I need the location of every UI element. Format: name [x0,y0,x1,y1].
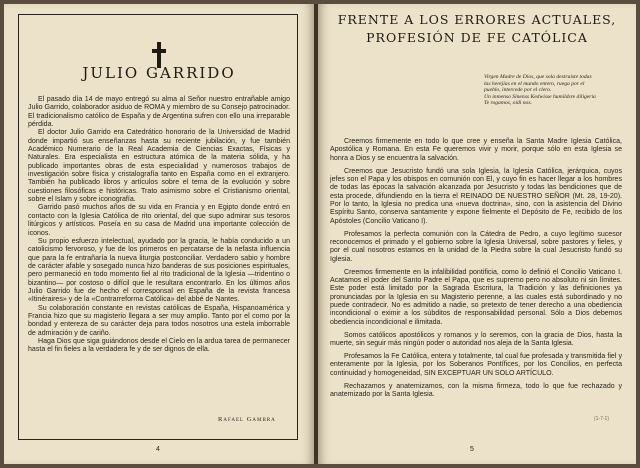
epigraph-line: Un inmenso Sinenss Kedwisse humildsre diligeria [484,93,596,100]
paragraph: Creemos firmemente en todo lo que cree y enseña la Santa Madre Iglesia Católica, Apostólica y Romana. En esta Fe queremos vivir y morir, porque sólo en esta Iglesia se honra a Dios y se encuentra la salvación. [330,138,622,162]
article-title-line2: PROFESIÓN DE FE CATÓLICA [366,30,588,45]
paragraph: Garrido pasó muchos años de su vida en Francia y en Egipto donde entró en contacto con la Iglesia Católica de rito oriental, del que supo admirar sus tesoros litúrgicos y artísticos. Poseía en su casa de Madrid una importante colección de iconos. [28,204,290,237]
article-title-line1: FRENTE A LOS ERRORES ACTUALES, [337,12,617,27]
obituary-text [28,96,290,355]
paragraph: El pasado día 14 de mayo entregó su alma al Señor nuestro entrañable amigo Julio Garrido, colaborador asiduo de ROMA y miembro de su Consejo patrocinador. El tradicionalismo católico de España y de Argentina sufren con ello una irreparable pérdida. [28,96,290,129]
paragraph: Creemos firmemente en la infalibilidad pontificia, como lo definió el Concilio Vaticano I. Acatamos el poder del Santo Padre el Papa, que es supremo pero no absoluto ni sin límites. Este poder está limitado por la Sagrada Escritura, la Tradición y las definiciones ya pronunciadas por la Iglesia en su Magisterio perenne, a las cuales está subordinado y no puede contradecir. No es admitido a nadie, so pretexto de tener derecho a una obediencia incondicional o eximir a los súbditos de responsabilidad personal. Sólo a Dios debemos obediencia incondicional e ilimitada. [330,268,622,326]
paragraph: Profesamos la Fe Católica, entera y totalmente, tal cual fue profesada y transmitida fiel y enteramente por la Iglesia, por los Soberanos Pontífices, por los Concilios, en perfecta continuidad y homogeneidad, SIN EXCEPTUAR UN SOLO ARTÍCULO. [330,352,622,377]
paragraph: Rechazamos y anatemizamos, con la misma firmeza, todo lo que fue rechazado y anatemizado por la Santa Iglesia. [330,382,622,398]
author-signature: Rafael Gambra [218,416,276,423]
epigraph-line: Te rogamos, oídi nos. [484,100,532,107]
obituary-title: JULIO GARRIDO [82,64,236,82]
left-page [4,4,314,464]
margin-note: (1-7-1) [594,416,610,422]
paragraph: Su colaboración constante en revistas católicas de España, Hispanoamérica y Francia hizo que su magisterio llegara a ser muy amplio. Tanto por el como por la bondad y entereza de su carácter deja para todos nosotros una estela imborrable de admiración y de cariño. [28,304,290,337]
page-number-right: 5 [470,446,474,453]
epigraph-line: pueblo, intercede por el clero. [484,87,552,94]
epigraph-line: Virgen Madre de Dios, que sola destruiste todas [484,74,592,80]
paragraph: Profesamos la perfecta comunión con la Cátedra de Pedro, a cuyo legítimo sucesor reconocemos el primado y el gobierno sobre la Iglesia Universal, sobre pastores y fieles, y por el cual nosotros estamos en la unidad de la Piedra sobre la cual Jesucristo fundó su Iglesia. [330,230,622,263]
page-number-left: 4 [156,446,160,453]
epigraph-line: las herejías en el mundo entero, ruega por el [484,80,585,87]
paragraph: Somos católicos apostólicos y romanos y lo seremos, con la gracia de Dios, hasta la muerte, sin seguir más ningún poder o autoridad nos aleja de la Santa Iglesia. [330,331,622,347]
paragraph: El doctor Julio Garrido era Catedrático honorario de la Universidad de Madrid donde impartió sus enseñanzas hasta su reciente jubilación, y fue también Académico Numerario de la Real Academia de Ciencias Exactas, Físicas y Naturales. Era especialista en estructura atómica de la materia sólida, y ha publicado importantes obras de esta especialidad y numerosos trabajos de investigación sobre física y cristalografía tanto en España como en el extranjero. También ha publicado libros y artículos sobre el tema de la evolución y sobre cuestiones filosóficas e históricas. Trato asimismo sobre el Cristianismo oriental, sobre el Islam y sobre iconografía. [28,129,290,204]
epigraph [484,74,624,107]
paragraph: Creemos que Jesucristo fundó una sola Iglesia, la Iglesia Católica, jerárquica, cuyos jefes son el Papa y los obispos en comunión con El, y cuyo fin es hacer llegar a los hombres de todas las épocas la salvación alcanzada por Jesucristo y todas las bendiciones que de esta procede, difundiendo en la tierra el REINADO DE NUESTRO SEÑOR (Mt. 28, 19-20). Por lo tanto, la Iglesia no predica una «nueva doctrina», sino, con la asistencia del Divino Espíritu Santo, conserva santamente y expone fielmente el Depósito de Fe, recibido de los Apóstoles (Concilio Vaticano I). [330,167,622,225]
paragraph: Haga Dios que siga guiándonos desde el Cielo en la ardua tarea de permanecer hasta el fin fieles a la verdadera fe y de ser dignos de ella. [28,337,290,354]
paragraph: Su propio esfuerzo intelectual, ayudado por la gracia, le había conducido a un catolicismo fervoroso, y fue de los primeros en percatarse de la nefasta influencia que para la fe entrañaría la nueva liturgia postconciliar. Verdadero sabio y hombre de carácter afable y sosegado nunca hizo banderas de sus posiciones espirituales, pero permaneció en todo momento fiel al rito tradicional de la Iglesia —tridentino o bizantino— por costoso o difícil que le resultara encontrarlo. En los últimos años Julio Garrido fue de hecho el corresponsal en España de la revista francesa «Itinéraires» y de la «Contrarreforma Católica» del abbé de Nantes. [28,237,290,304]
profession-of-faith-text [330,138,622,404]
